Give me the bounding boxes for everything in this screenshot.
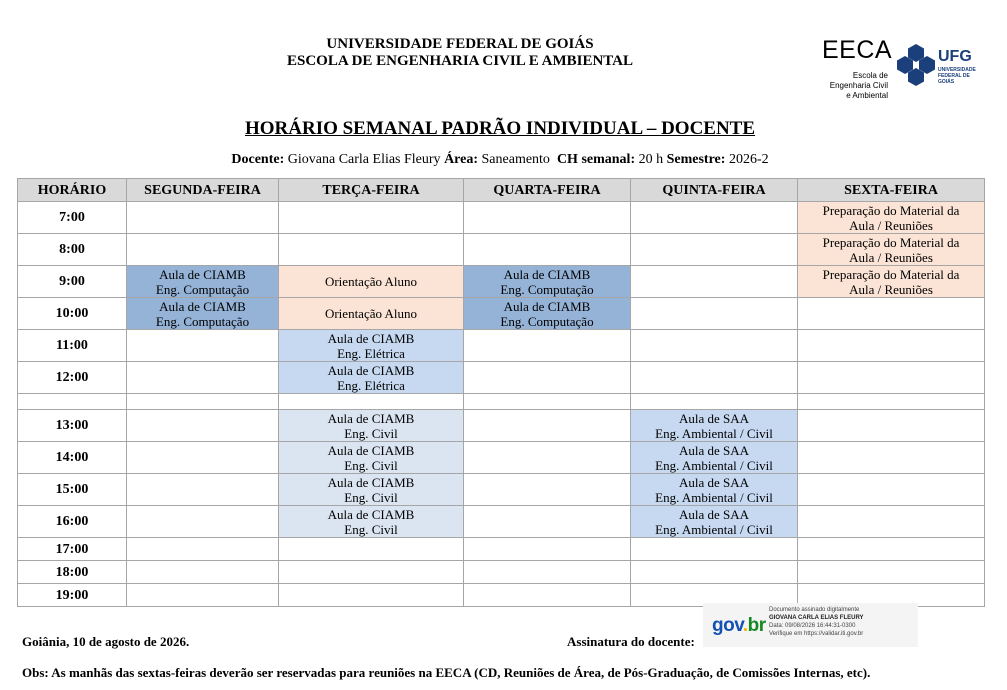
- schedule-cell-line: Aula de SAA: [678, 410, 750, 426]
- table-row: [18, 538, 985, 561]
- university-name: UNIVERSIDADE FEDERAL DE GOIÁS: [326, 36, 594, 52]
- ufg-hexagon-logo-icon: [896, 44, 936, 86]
- ufg-logo-subtitle: [938, 67, 980, 85]
- schedule-table: [17, 178, 985, 607]
- schedule-cell-line: Eng. Ambiental / Civil: [655, 425, 773, 441]
- schedule-cell: [631, 330, 798, 362]
- schedule-cell: [631, 266, 798, 298]
- schedule-cell: [279, 538, 464, 561]
- schedule-cell-line: Eng. Computação: [155, 281, 250, 297]
- schedule-cell-line: Aula de SAA: [678, 474, 750, 490]
- schedule-cell-line: Eng. Ambiental / Civil: [655, 489, 773, 505]
- header-horario: HORÁRIO: [18, 179, 127, 202]
- schedule-cell: [127, 506, 279, 538]
- schedule-cell: [631, 506, 798, 538]
- observation-note: Obs: As manhãs das sextas-feiras deverão ser reservadas para reuniões na EECA (CD, Reuniões de Área, de Pós-Graduação, de Comissões Internas, etc).: [22, 665, 871, 680]
- header-terca: TERÇA-FEIRA: [279, 179, 464, 202]
- teacher-info: [0, 152, 1000, 168]
- eeca-sub-line: Engenharia Civil: [829, 81, 888, 90]
- schedule-cell: [127, 234, 279, 266]
- table-row: [18, 442, 985, 474]
- table-row: [18, 410, 985, 442]
- schedule-cell: [127, 266, 279, 298]
- schedule-cell: [127, 538, 279, 561]
- time-slot-label: 11:00: [18, 330, 127, 362]
- schedule-cell-line: Preparação do Material da: [822, 234, 960, 250]
- semestre-value: 2026-2: [728, 152, 769, 167]
- ufg-sub-line: UNIVERSIDADE: [938, 67, 976, 73]
- schedule-cell-line: Aula de CIAMB: [327, 474, 415, 490]
- table-row: [18, 561, 985, 584]
- time-slot-label: 9:00: [18, 266, 127, 298]
- eeca-sub-line: Escola de: [852, 71, 888, 80]
- schedule-cell: [464, 538, 631, 561]
- schedule-cell: [279, 442, 464, 474]
- schedule-cell: [464, 410, 631, 442]
- schedule-cell: [464, 442, 631, 474]
- stamp-text: [769, 606, 864, 638]
- schedule-cell: [127, 394, 279, 410]
- schedule-cell-line: Eng. Civil: [344, 489, 398, 505]
- govbr-logo: [712, 615, 766, 637]
- schedule-cell-line: Eng. Elétrica: [337, 345, 405, 361]
- schedule-cell: [631, 538, 798, 561]
- schedule-cell-line: Preparação do Material da: [822, 202, 960, 218]
- area-label: Área:: [444, 152, 479, 167]
- time-slot-label: 14:00: [18, 442, 127, 474]
- schedule-cell: [279, 330, 464, 362]
- schedule-cell: [798, 410, 985, 442]
- date-location: Goiânia, 10 de agosto de 2026.: [22, 634, 190, 649]
- table-row: [18, 330, 985, 362]
- schedule-cell: [127, 410, 279, 442]
- time-slot-label: 19:00: [18, 584, 127, 607]
- schedule-cell: [464, 474, 631, 506]
- schedule-cell: [464, 202, 631, 234]
- schedule-cell-line: Aula de CIAMB: [503, 298, 591, 314]
- schedule-cell-line: Orientação Aluno: [324, 306, 418, 321]
- schedule-cell-line: Eng. Ambiental / Civil: [655, 521, 773, 537]
- ufg-sub-line: FEDERAL DE GOIÁS: [938, 73, 970, 85]
- semestre-label: Semestre:: [666, 152, 726, 167]
- stamp-line: Verifique em https://validar.iti.gov.br: [769, 631, 864, 637]
- schedule-cell-line: Aula de CIAMB: [327, 442, 415, 458]
- schedule-cell: [798, 362, 985, 394]
- ch-value: 20 h: [638, 152, 664, 167]
- schedule-cell: [798, 330, 985, 362]
- schedule-cell: [464, 330, 631, 362]
- schedule-cell-line: Aula de CIAMB: [159, 298, 246, 314]
- schedule-cell: [279, 234, 464, 266]
- schedule-cell-line: Aula de CIAMB: [503, 266, 591, 282]
- digital-signature-stamp: [703, 603, 918, 647]
- stamp-line: Data: 09/08/2026 16:44:31-0300: [769, 623, 856, 629]
- schedule-cell-line: Aula de CIAMB: [327, 410, 415, 426]
- header-quinta: QUINTA-FEIRA: [631, 179, 798, 202]
- schedule-cell-line: Aula de SAA: [678, 442, 750, 458]
- schedule-cell: [464, 362, 631, 394]
- schedule-cell: [631, 561, 798, 584]
- table-row: [18, 362, 985, 394]
- schedule-cell: [464, 394, 631, 410]
- schedule-cell: [798, 538, 985, 561]
- schedule-cell-line: Aula de SAA: [678, 506, 750, 522]
- schedule-cell: [631, 362, 798, 394]
- time-slot-label: 16:00: [18, 506, 127, 538]
- table-row: [18, 394, 985, 410]
- stamp-line: Documento assinado digitalmente: [769, 607, 860, 613]
- schedule-cell-line: Orientação Aluno: [324, 274, 418, 289]
- schedule-cell: [798, 234, 985, 266]
- schedule-cell: [279, 410, 464, 442]
- schedule-cell: [279, 394, 464, 410]
- schedule-cell: [279, 584, 464, 607]
- table-row: [18, 266, 985, 298]
- schedule-cell-line: Preparação do Material da: [822, 266, 960, 282]
- table-row: [18, 298, 985, 330]
- area-value: Saneamento: [481, 152, 550, 167]
- schedule-cell: [279, 266, 464, 298]
- time-slot-label: 10:00: [18, 298, 127, 330]
- schedule-cell: [798, 506, 985, 538]
- schedule-cell: [798, 298, 985, 330]
- schedule-cell: [631, 410, 798, 442]
- schedule-cell: [631, 234, 798, 266]
- schedule-cell: [279, 474, 464, 506]
- schedule-cell: [631, 394, 798, 410]
- schedule-cell: [127, 584, 279, 607]
- schedule-cell-line: Aula de CIAMB: [159, 266, 246, 282]
- govbr-logo-dot: .: [742, 615, 748, 636]
- document-title: HORÁRIO SEMANAL PADRÃO INDIVIDUAL – DOCENTE: [244, 118, 756, 139]
- table-row: [18, 474, 985, 506]
- schedule-cell-line: Aula / Reuniões: [849, 217, 933, 233]
- schedule-cell-line: Eng. Elétrica: [337, 377, 405, 393]
- time-slot-label: 15:00: [18, 474, 127, 506]
- schedule-cell: [464, 298, 631, 330]
- schedule-cell-line: Eng. Civil: [344, 425, 398, 441]
- table-row: [18, 234, 985, 266]
- time-slot-label: 18:00: [18, 561, 127, 584]
- docente-name: Giovana Carla Elias Fleury: [287, 152, 441, 167]
- schedule-cell-line: Aula de CIAMB: [327, 506, 415, 522]
- header-quarta: QUARTA-FEIRA: [464, 179, 631, 202]
- schedule-cell: [127, 298, 279, 330]
- institution-header: [0, 36, 920, 70]
- schedule-cell-line: Aula / Reuniões: [849, 249, 933, 265]
- schedule-cell-line: Aula de CIAMB: [327, 330, 415, 346]
- schedule-cell: [127, 474, 279, 506]
- schedule-cell: [127, 362, 279, 394]
- table-row: [18, 506, 985, 538]
- schedule-cell: [279, 298, 464, 330]
- school-name: ESCOLA DE ENGENHARIA CIVIL E AMBIENTAL: [286, 53, 634, 69]
- schedule-cell: [798, 394, 985, 410]
- schedule-cell-line: Eng. Computação: [155, 313, 250, 329]
- schedule-cell: [798, 442, 985, 474]
- schedule-cell-line: Eng. Ambiental / Civil: [655, 457, 773, 473]
- govbr-logo-br: br: [747, 615, 766, 636]
- schedule-cell: [279, 561, 464, 584]
- schedule-cell: [464, 561, 631, 584]
- schedule-cell: [464, 506, 631, 538]
- eeca-logo-subtitle: [830, 71, 888, 101]
- schedule-cell: [127, 330, 279, 362]
- schedule-cell-line: Eng. Computação: [500, 281, 594, 297]
- schedule-body: [18, 202, 985, 607]
- eeca-logo-text: EECA: [822, 36, 893, 64]
- schedule-cell: [464, 584, 631, 607]
- schedule-cell: [631, 298, 798, 330]
- logos: [820, 36, 980, 100]
- time-slot-label: 17:00: [18, 538, 127, 561]
- schedule-cell: [464, 234, 631, 266]
- schedule-cell: [279, 362, 464, 394]
- schedule-cell: [127, 561, 279, 584]
- schedule-cell-line: Aula / Reuniões: [849, 281, 933, 297]
- schedule-cell-line: Eng. Civil: [344, 457, 398, 473]
- schedule-cell: [279, 506, 464, 538]
- schedule-cell: [127, 202, 279, 234]
- schedule-header-row: [18, 179, 985, 202]
- schedule-cell-line: Aula de CIAMB: [327, 362, 415, 378]
- schedule-cell: [798, 561, 985, 584]
- time-slot-label: 12:00: [18, 362, 127, 394]
- schedule-cell: [631, 442, 798, 474]
- signature-label: Assinatura do docente:: [567, 634, 695, 649]
- docente-label: Docente:: [231, 152, 285, 167]
- schedule-cell: [798, 202, 985, 234]
- ch-label: CH semanal:: [556, 152, 636, 167]
- schedule-cell-line: Eng. Civil: [344, 521, 398, 537]
- schedule-cell: [798, 266, 985, 298]
- schedule-cell-line: Eng. Computação: [500, 313, 594, 329]
- stamp-signer-name: GIOVANA CARLA ELIAS FLEURY: [769, 615, 864, 621]
- schedule-cell: [798, 474, 985, 506]
- table-row: [18, 202, 985, 234]
- schedule-cell: [279, 202, 464, 234]
- eeca-sub-line: e Ambiental: [846, 91, 888, 100]
- time-slot-label: 8:00: [18, 234, 127, 266]
- schedule-cell: [631, 474, 798, 506]
- header-sexta: SEXTA-FEIRA: [798, 179, 985, 202]
- schedule-cell: [127, 442, 279, 474]
- govbr-logo-gov: gov: [712, 615, 743, 636]
- header-segunda: SEGUNDA-FEIRA: [127, 179, 279, 202]
- time-slot-label: 13:00: [18, 410, 127, 442]
- time-slot-label: [18, 394, 127, 410]
- schedule-cell: [464, 266, 631, 298]
- time-slot-label: 7:00: [18, 202, 127, 234]
- ufg-logo-text: UFG: [938, 48, 972, 65]
- schedule-cell: [631, 202, 798, 234]
